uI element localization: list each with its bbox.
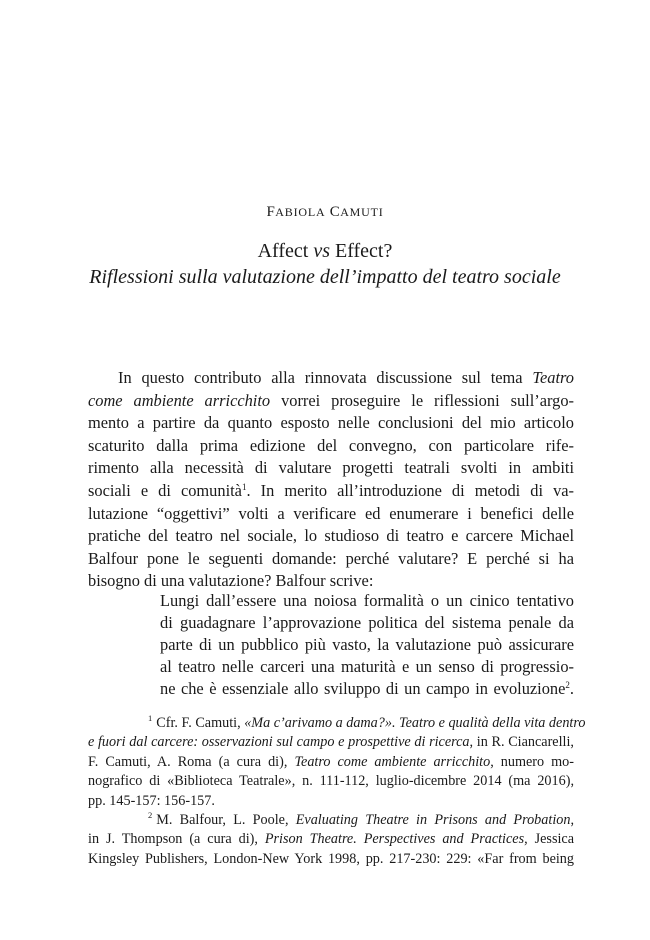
footnote-marker-2: 2	[148, 809, 153, 820]
author-name	[0, 204, 650, 221]
title-part-a: Affect	[257, 240, 314, 262]
body-line: In questo contributo alla rinnovata discussione sul tema Teatro	[118, 368, 574, 387]
footnote-ref-2[interactable]: 2	[565, 680, 570, 690]
footnote-line: nografico di «Biblioteca Teatrale», n. 111-112, luglio-dicembre 2014 (ma 2016),	[88, 773, 574, 790]
footnote-line: e fuori dal carcere: osservazioni sul campo e prospettive di ricerca, in R. Ciancarelli,	[88, 734, 574, 751]
block-quote	[160, 590, 574, 700]
title-vs: vs	[313, 240, 330, 262]
body-line: mento a partire da quanto esposto nelle conclusioni del mio articolo	[88, 413, 574, 433]
footnote-line: Kingsley Publishers, London-New York 1998, pp. 217-230: 229: «Far from being	[88, 850, 574, 867]
quote-line: ne che è essenziale allo sviluppo di un campo in evoluzione$^2$.	[160, 679, 574, 698]
footnote-line: F. Camuti, A. Roma (a cura di), Teatro come ambiente arricchito, numero mo-	[88, 753, 574, 770]
title-part-b: Effect?	[330, 240, 393, 262]
body-line: pratiche del teatro nel sociale, lo studioso di teatro e carcere Michael	[88, 526, 574, 546]
body-line: lutazione “oggettivi” volti a verificare ed enumerare i benefici delle	[88, 503, 574, 523]
footnote-marker-1: 1	[148, 713, 153, 723]
footnote-line: pp. 145-157: 156-157.	[88, 792, 215, 809]
footnote-line: 2 M. Balfour, L. Poole, Evaluating Theatre in Prisons and Probation,	[88, 811, 574, 830]
body-line: come ambiente arricchito vorrei proseguire le riflessioni sull’argo-	[88, 390, 574, 410]
chapter-subtitle: Riflessioni sulla valutazione dell’impatto del teatro sociale	[89, 266, 561, 288]
quote-line: parte di un pubblico più vasto, la valutazione può assicurare	[160, 635, 574, 654]
footnote-ref-1[interactable]: 1	[241, 481, 247, 492]
body-line: bisogno di una valutazione? Balfour scrive:	[88, 571, 374, 591]
footnotes	[88, 713, 586, 869]
chapter-title	[0, 238, 650, 264]
footnote-line: in J. Thompson (a cura di), Prison Theatre. Perspectives and Practices, Jessica	[88, 831, 574, 848]
body-line: sociali e di comunità$^1$. In merito all’introduzione di metodi di va-	[88, 480, 574, 500]
quote-line: di guadagnare l’approvazione politica del sistema penale da	[160, 613, 574, 632]
quote-line: al teatro nelle carceri una maturità e un senso di progressio-	[160, 657, 574, 676]
author-first-name: FABIOLA	[266, 204, 326, 220]
author-last-name: CAMUTI	[329, 204, 384, 220]
body-line: Balfour pone le seguenti domande: perché valutare? E perché si ha	[88, 548, 574, 568]
footnote-line: 1 Cfr. F. Camuti, «Ma c’arivamo a dama?». Teatro e qualità della vita dentro	[88, 714, 574, 733]
body-line: scaturito dalla prima edizione del convegno, con particolare rife-	[88, 435, 574, 455]
body-line: rimento alla necessità di valutare progetti teatrali svolti in ambiti	[88, 458, 574, 478]
body-paragraph	[88, 367, 574, 593]
quote-line: Lungi dall’essere una noiosa formalità o un cinico tentativo	[160, 591, 574, 610]
